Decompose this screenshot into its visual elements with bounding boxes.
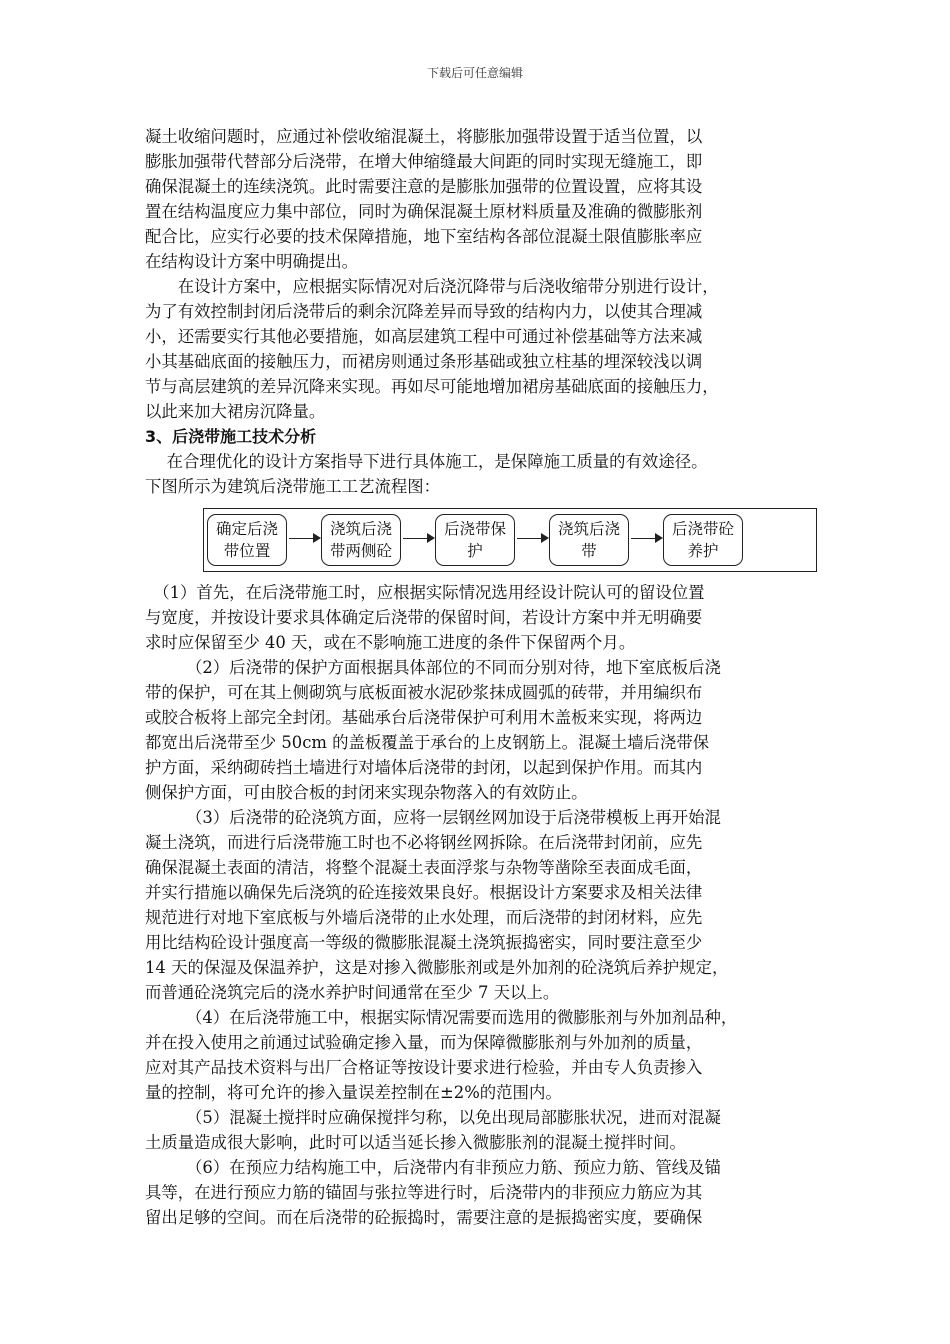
text-line: （3）后浇带的砼浇筑方面，应将一层钢丝网加设于后浇带模板上再开始混 — [145, 808, 721, 827]
text-line: （2）后浇带的保护方面根据具体部位的不同而分别对待，地下室底板后浇 — [145, 658, 721, 677]
text-line: 膨胀加强带代替部分后浇带，在增大伸缩缝最大间距的同时实现无缝施工，即 — [145, 152, 703, 171]
paragraph-shrinkage — [145, 124, 815, 274]
text-line: 节与高层建筑的差异沉降来实现。再如尽可能地增加裙房基础底面的接触压力， — [145, 377, 719, 396]
flow-arrow — [289, 538, 319, 539]
text-line: （5）混凝土搅拌时应确保搅拌匀称，以免出现局部膨胀状况，进而对混凝 — [145, 1108, 721, 1127]
paragraph-item-3 — [145, 805, 815, 1005]
document-body — [145, 124, 815, 1230]
text-line: 以此来加大裙房沉降量。 — [145, 402, 326, 421]
text-line: 求时应保留至少 40 天，或在不影响施工进度的条件下保留两个月。 — [145, 633, 636, 652]
process-flow-diagram — [145, 502, 815, 580]
text-line: 与宽度，并按设计要求具体确定后浇带的保留时间，若设计方案中并无明确要 — [145, 608, 703, 627]
text-line: 都宽出后浇带至少 50cm 的盖板覆盖于承台的上皮钢筋上。混凝土墙后浇带保 — [145, 733, 710, 752]
text-line: 具等，在进行预应力筋的锚固与张拉等进行时，后浇带内的非预应力筋应为其 — [145, 1183, 703, 1202]
text-line: 护方面，采纳砌砖挡土墙进行对墙体后浇带的封闭，以起到保护作用。而其内 — [145, 758, 703, 777]
text-line: 量的控制，将可允许的掺入量误差控制在±2%的范围内。 — [145, 1083, 562, 1102]
text-line: 确保混凝土的连续浇筑。此时需要注意的是膨胀加强带的位置设置，应将其设 — [145, 177, 703, 196]
page-header: 下载后可任意编辑 — [426, 66, 523, 80]
text-line: 小其基础底面的接触压力，而裙房则通过条形基础或独立柱基的埋深较浅以调 — [145, 352, 703, 371]
text-line: 留出足够的空间。而在后浇带的砼振捣时，需要注意的是振捣密实度，要确保 — [145, 1208, 703, 1227]
paragraph-item-6 — [145, 1155, 815, 1230]
text-line: 用比结构砼设计强度高一等级的微膨胀混凝土浇筑振捣密实，同时要注意至少 — [145, 933, 703, 952]
flow-step-3: 后浇带保护 — [435, 514, 515, 566]
text-line: 在结构设计方案中明确提出。 — [145, 252, 359, 271]
text-line: 为了有效控制封闭后浇带后的剩余沉降差异而导致的结构内力，以使其合理减 — [145, 302, 703, 321]
paragraph-item-1 — [145, 580, 815, 655]
text-line: 带的保护，可在其上侧砌筑与底板面被水泥砂浆抹成圆弧的砖带，并用编织布 — [145, 683, 703, 702]
text-line: 14 天的保湿及保温养护，这是对掺入微膨胀剂或是外加剂的砼浇筑后养护规定， — [145, 958, 729, 977]
paragraph-item-2 — [145, 655, 815, 805]
paragraph-item-4 — [145, 1005, 815, 1105]
text-line: 配合比，应实行必要的技术保障措施，地下室结构各部位混凝土限值膨胀率应 — [145, 227, 703, 246]
text-line: 侧保护方面，可由胶合板的封闭来实现杂物落入的有效防止。 — [145, 783, 588, 802]
flow-arrow — [517, 538, 547, 539]
text-line: 置在结构温度应力集中部位，同时为确保混凝土原材料质量及准确的微膨胀剂 — [145, 202, 703, 221]
flow-step-5: 后浇带砼养护 — [663, 514, 743, 566]
paragraph-item-5 — [145, 1105, 815, 1155]
text-line: （6）在预应力结构施工中，后浇带内有非预应力筋、预应力筋、管线及锚 — [145, 1158, 721, 1177]
text-line: 并在投入使用之前通过试验确定掺入量，而为保障微膨胀剂与外加剂的质量， — [145, 1033, 703, 1052]
text-line: 应对其产品技术资料与出厂合格证等按设计要求进行检验，并由专人负责掺入 — [145, 1058, 703, 1077]
text-line: （4）在后浇带施工中，根据实际情况需要而选用的微膨胀剂与外加剂品种， — [145, 1008, 738, 1027]
paragraph-design — [145, 274, 815, 424]
text-line: 规范进行对地下室底板与外墙后浇带的止水处理，而后浇带的封闭材料，应先 — [145, 908, 703, 927]
flow-step-1: 确定后浇带位置 — [207, 514, 287, 566]
text-line: 确保混凝土表面的清洁，将整个混凝土表面浮浆与杂物等凿除至表面成毛面， — [145, 858, 703, 877]
flow-arrow — [631, 538, 661, 539]
text-line: 土质量造成很大影响，此时可以适当延长掺入微膨胀剂的混凝土搅拌时间。 — [145, 1133, 686, 1152]
text-line: 下图所示为建筑后浇带施工工艺流程图： — [145, 477, 441, 496]
text-line: 凝土浇筑，而进行后浇带施工时也不必将钢丝网拆除。在后浇带封闭前，应先 — [145, 833, 703, 852]
text-line: 或胶合板将上部完全封闭。基础承台后浇带保护可利用木盖板来实现，将两边 — [145, 708, 703, 727]
text-line: （1）首先，在后浇带施工时，应根据实际情况选用经设计院认可的留设位置 — [145, 583, 705, 602]
flow-step-2: 浇筑后浇带两侧砼 — [321, 514, 401, 566]
text-line: 凝土收缩问题时，应通过补偿收缩混凝土，将膨胀加强带设置于适当位置，以 — [145, 127, 703, 146]
flow-step-4: 浇筑后浇带 — [549, 514, 629, 566]
flow-arrow — [403, 538, 433, 539]
text-line: 并实行措施以确保先后浇筑的砼连接效果良好。根据设计方案要求及相关法律 — [145, 883, 703, 902]
text-line: 在设计方案中，应根据实际情况对后浇沉降带与后浇收缩带分别进行设计， — [145, 277, 719, 296]
section-heading: 3、后浇带施工技术分析 — [145, 427, 317, 446]
text-line: 在合理优化的设计方案指导下进行具体施工，是保障施工质量的有效途径。 — [145, 452, 708, 471]
paragraph-intro — [145, 449, 815, 499]
text-line: 小，还需要实行其他必要措施，如高层建筑工程中可通过补偿基础等方法来减 — [145, 327, 703, 346]
text-line: 而普通砼浇筑完后的浇水养护时间通常在至少 7 天以上。 — [145, 983, 560, 1002]
